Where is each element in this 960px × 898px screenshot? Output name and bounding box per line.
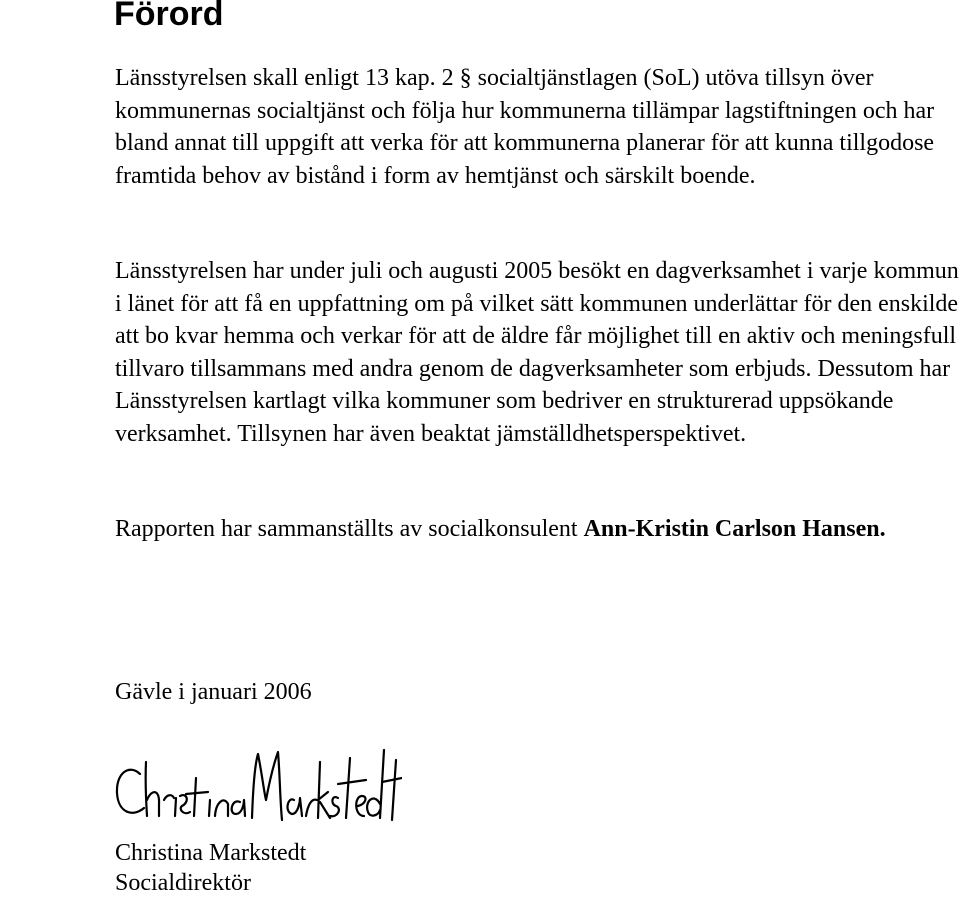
author-name: Ann-Kristin Carlson Hansen. <box>583 516 886 542</box>
paragraph-intro: Länsstyrelsen skall enligt 13 kap. 2 § socialtjänstlagen (SoL) utöva tillsyn över kommunernas socialtjänst och följa hur kommunerna tillämpar lagstiftningen och har bland annat till uppgift att verka för att kommunerna planerar för att kunna tillgodose framtida behov av bistånd i form av hemtjänst och särskilt boende. <box>115 65 935 189</box>
paragraph-compiled-by <box>115 513 935 546</box>
paragraph-visits: Länsstyrelsen har under juli och augusti 2005 besökt en dagverksamhet i varje kommun i länet för att få en uppfattning om på vilket sätt kommunen underlättar för den enskilde att bo kvar hemma och verkar för att de äldre får möjlighet till en aktiv och meningsfull tillvaro tillsammans med andra genom de dagverksamheter som erbjuds. Dessutom har Länsstyrelsen kartlagt vilka kommuner som bedriver en strukturerad uppsökande verksamhet. Tillsynen har även beaktat jämställdhetsperspektivet. <box>115 258 959 447</box>
page-title: Förord <box>114 0 224 33</box>
handwritten-signature <box>112 738 402 830</box>
signatory-name: Christina Markstedt <box>115 840 307 866</box>
compiled-by-text: Rapporten har sammanställts av socialkonsulent <box>115 516 584 542</box>
place-date: Gävle i januari 2006 <box>115 679 312 705</box>
signatory-title: Socialdirektör <box>115 870 251 896</box>
